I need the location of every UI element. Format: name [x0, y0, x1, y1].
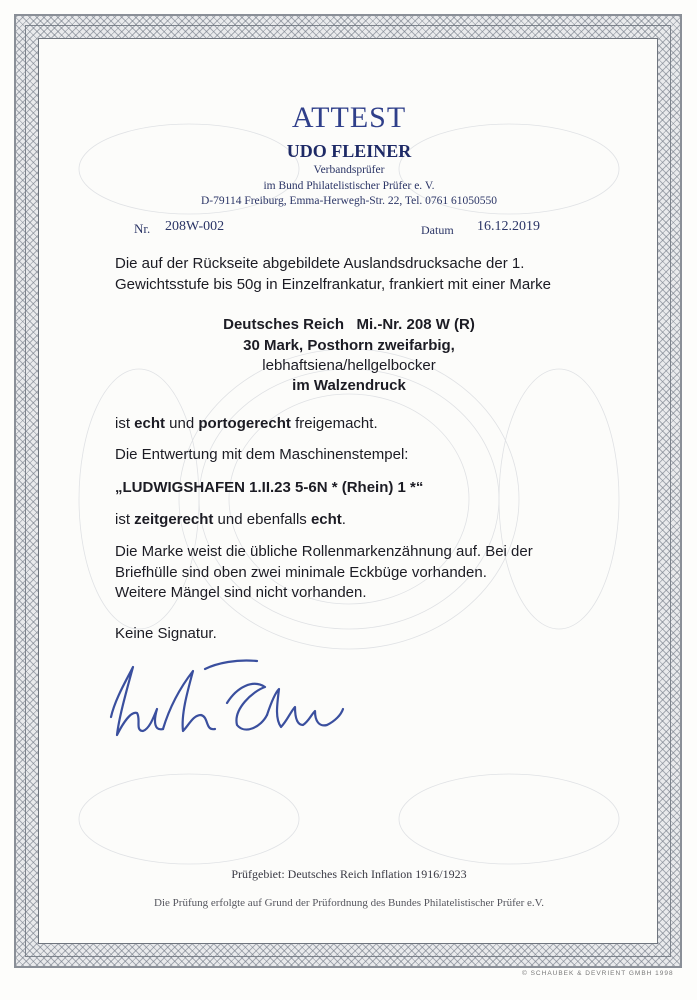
- intro-line-2: Gewichtsstufe bis 50g in Einzelfrankatur, frankiert mit einer Marke: [115, 276, 552, 293]
- signature-note: Keine Signatur.: [115, 625, 217, 642]
- intro-line-1: Die auf der Rückseite abgebildete Auslandsdrucksache der 1.: [115, 255, 525, 272]
- stamp-line-1: [39, 316, 659, 333]
- certificate-title: ATTEST: [291, 101, 407, 134]
- condition-line-1: Die Marke weist die übliche Rollenmarkenzähnung auf. Bei der: [115, 543, 533, 560]
- stamp-line-3: lebhaftsiena/hellgelbocker: [262, 357, 436, 374]
- genuine-suffix: freigemacht.: [290, 415, 378, 432]
- status-prefix: ist: [115, 511, 135, 528]
- certificate-panel: [38, 38, 658, 944]
- status-zeitgerecht: zeitgerecht: [134, 511, 214, 528]
- examiner-role: Verbandsprüfer: [313, 164, 385, 176]
- footer-pruefordnung: Die Prüfung erfolgte auf Grund der Prüfordnung des Bundes Philatelistischer Prüfer e.V.: [154, 897, 544, 909]
- stamp-line-2: 30 Mark, Posthorn zweifarbig,: [243, 337, 455, 354]
- status-suffix: .: [341, 511, 346, 528]
- condition-line-2: Briefhülle sind oben zwei minimale Eckbüge vorhanden.: [115, 564, 487, 581]
- reference-number: 208W-002: [165, 219, 225, 234]
- cancellation-text: „LUDWIGSHAFEN 1.II.23 5-6N * (Rhein) 1 *“: [115, 479, 424, 496]
- reference-number-label: Nr.: [134, 221, 151, 236]
- status-mid: und ebenfalls: [213, 511, 311, 528]
- printer-mark: © SCHAUBEK & DEVRIENT GMBH 1998: [522, 970, 674, 977]
- handwritten-signature: [97, 639, 357, 754]
- genuine-echt: echt: [134, 415, 166, 432]
- date-value: 16.12.2019: [477, 219, 540, 234]
- examiner-association: im Bund Philatelistischer Prüfer e. V.: [263, 180, 435, 192]
- genuine-prefix: ist: [115, 415, 135, 432]
- examiner-address: D-79114 Freiburg, Emma-Herwegh-Str. 22, Tel. 0761 61050550: [200, 195, 498, 207]
- footer-pruefgebiet: Prüfgebiet: Deutsches Reich Inflation 1916/1923: [231, 867, 467, 881]
- date-label: Datum: [421, 223, 454, 237]
- stamp-line-4: im Walzendruck: [292, 377, 406, 394]
- genuine-portogerecht: portogerecht: [198, 415, 291, 432]
- cancellation-status: [115, 511, 346, 528]
- condition-line-3: Weitere Mängel sind nicht vorhanden.: [115, 584, 367, 601]
- examiner-name: UDO FLEINER: [286, 141, 412, 161]
- status-echt: echt: [310, 511, 342, 528]
- cancellation-intro: Die Entwertung mit dem Maschinenstempel:: [115, 446, 409, 463]
- stamp-catalog-number: Mi.-Nr. 208 W (R): [356, 316, 475, 333]
- stamp-country: Deutsches Reich: [223, 316, 344, 333]
- genuine-statement: [115, 415, 378, 432]
- genuine-mid: und: [165, 415, 199, 432]
